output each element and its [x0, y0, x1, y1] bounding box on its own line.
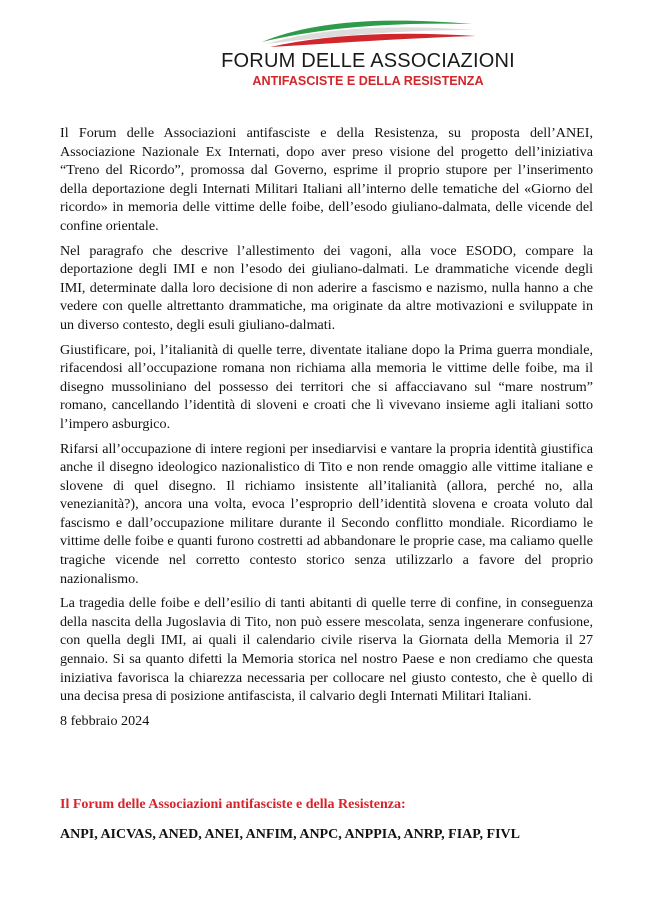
org-subtitle: ANTIFASCISTE E DELLA RESISTENZA	[252, 74, 484, 88]
signature-members: ANPI, AICVAS, ANED, ANEI, ANFIM, ANPC, ANPPIA, ANRP, FIAP, FIVL	[60, 827, 520, 842]
letter-date: 8 febbraio 2024	[60, 712, 150, 729]
paragraph: La tragedia delle foibe e dell’esilio di tanti abitanti di quelle terre di confine, in conseguenza della nascita della Jugoslavia di Tito, non può essere mescolata, senza ingenerare confusione, con quella degli IMI, ai quali il calendario civile riserva la Giornata della Memoria il 27 gennaio. Si sa quanto difetti la Memoria storica nel nostro Paese e non crediamo che questa iniziativa favorisca la chiarezza necessaria per collocare nel giusto contesto, che è quello di una decisa presa di posizione antifascista, il calvario degli Internati Militari Italiani.	[60, 595, 593, 705]
letter-body	[60, 124, 593, 736]
org-title: FORUM DELLE ASSOCIAZIONI	[221, 50, 515, 72]
paragraph: Nel paragrafo che descrive l’allestimento dei vagoni, alla voce ESODO, compare la deportazione degli IMI e non l’esodo dei giuliano-dalmati. Le drammatiche vicende degli IMI, determinate dalla loro decisione di non aderire a fascismo e nazismo, nulla hanno a che vedere con quelle altrettanto drammatiche, ma originate da altre motivazioni e sviluppate in un diverso contesto, degli esuli giuliano-dalmati.	[60, 242, 593, 333]
paragraph: Rifarsi all’occupazione di intere regioni per insediarvisi e vantare la propria identità giustifica anche il disegno ideologico nazionalistico di Tito e non rende omaggio alle vittime italiane e slovene di quel disegno. Il richiamo insistente all’italianità (allora, perché no, alla venezianità?), ancora una volta, evoca l’esproprio dell’identità slovena e croata voluto dal fascismo e dall’occupazione militare durante il Secondo conflitto mondiale. Ricordiamo le vittime delle foibe e quanti furono costretti ad abbandonare le proprie case, ma caliamo quelle tragiche vicende nel corretto contesto storico senza utilizzarlo a favore del proprio nazionalismo.	[60, 440, 593, 587]
paragraph: Il Forum delle Associazioni antifasciste e della Resistenza, su proposta dell’ANEI, Associazione Nazionale Ex Internati, dopo aver preso visione del progetto dell’iniziativa “Treno del Ricordo”, promossa dal Governo, esprime il proprio stupore per l’inserimento della deportazione degli Internati Militari Italiani all’interno delle tematiche del «Giorno del ricordo» in memoria delle vittime delle foibe, dell’esodo giuliano-dalmata, delle vicende del confine orientale.	[60, 125, 593, 234]
letterhead	[0, 14, 653, 88]
paragraph: Giustificare, poi, l’italianità di quelle terre, diventate italiane dopo la Prima guerra mondiale, rifacendosi all’occupazione romana non richiama alla memoria le vittime delle foibe, ma il disegno mussoliniano del possesso dei territori che si affacciavano sul “mare nostrum” romano, cancellando l’identità di sloveni e croati che lì vivevano insieme agli italiani sotto l’impero asburgico.	[60, 341, 593, 432]
signature-title: Il Forum delle Associazioni antifasciste e della Resistenza:	[60, 797, 406, 812]
